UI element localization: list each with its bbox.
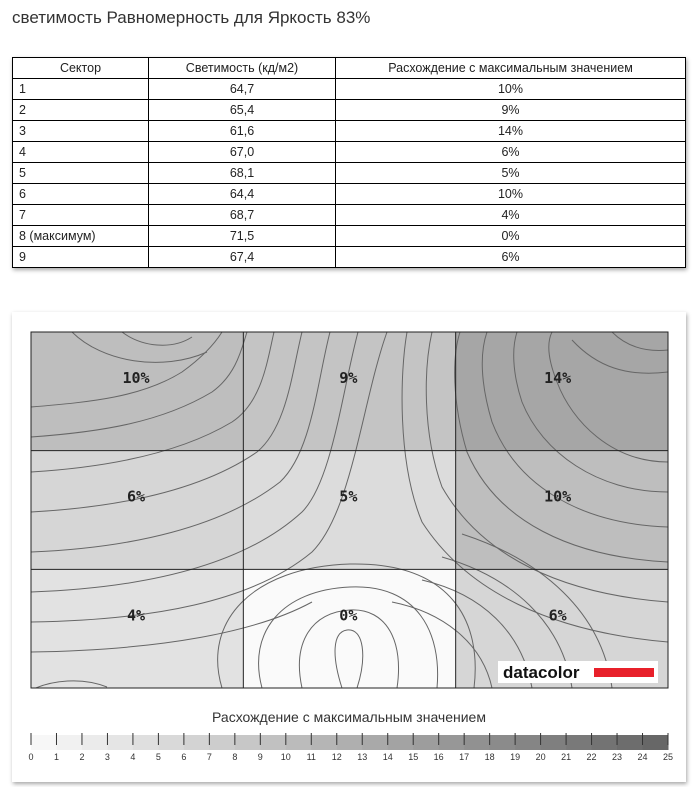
scale-segment [209,735,235,750]
scale-segment [515,735,541,750]
scale-tick-label: 13 [357,752,368,762]
scale-segment [388,735,414,750]
scale-tick-label: 25 [662,752,674,762]
scale-segment [133,735,159,750]
table-row [13,247,686,268]
scale-segment [617,735,643,750]
scale-tick-label: 5 [155,752,161,762]
scale-segment [286,735,312,750]
header-luminance: Светимость (кд/м2) [149,58,336,79]
uniformity-chart-container [12,312,686,782]
luminance-cell: 68,7 [149,205,336,226]
scale-segment [260,735,286,750]
luminance-cell: 65,4 [149,100,336,121]
scale-tick-label: 24 [637,752,648,762]
sector-cell: 1 [13,79,149,100]
table-row [13,121,686,142]
heatmap-cell [456,451,668,570]
scale-tick-label: 7 [206,752,212,762]
scale-tick-label: 1 [53,752,59,762]
scale-segment [541,735,567,750]
difference-cell: 5% [336,163,686,184]
scale-segment [592,735,618,750]
sector-label: 14% [544,369,572,387]
sector-cell: 7 [13,205,149,226]
scale-segment [464,735,490,750]
scale-segment [362,735,388,750]
scale-tick-label: 0 [28,752,34,762]
table-row [13,79,686,100]
scale-segment [643,735,669,750]
heatmap-cell [243,451,455,570]
luminance-cell: 67,0 [149,142,336,163]
scale-tick-label: 16 [433,752,444,762]
sector-cell: 5 [13,163,149,184]
scale-tick-label: 6 [181,752,187,762]
luminance-cell: 68,1 [149,163,336,184]
scale-segment [413,735,439,750]
table-row [13,100,686,121]
uniformity-heatmap [12,312,686,782]
scale-segment [311,735,337,750]
table-row [13,163,686,184]
header-difference: Расхождение с максимальным значением [336,58,686,79]
sector-label: 6% [126,487,146,506]
scale-tick-label: 11 [306,752,316,762]
scale-tick-label: 23 [612,752,623,762]
sector-label: 0% [339,606,358,625]
scale-segment [439,735,465,750]
scale-segment [82,735,108,750]
scale-tick-label: 15 [408,752,419,762]
scale-segment [337,735,363,750]
scale-bar [28,733,673,762]
scale-tick-label: 12 [331,752,342,762]
scale-tick-label: 8 [232,752,238,762]
scale-segment [158,735,184,750]
table-row [13,226,686,247]
scale-tick-label: 18 [484,752,495,762]
difference-cell: 9% [336,100,686,121]
scale-segment [56,735,82,750]
uniformity-table-container [12,57,686,268]
scale-segment [31,735,57,750]
datacolor-logo [498,661,658,683]
sector-label: 10% [544,487,572,506]
heatmap-cell [31,569,243,688]
scale-tick-label: 20 [535,752,546,762]
scale-tick-label: 19 [510,752,521,762]
scale-segment [184,735,210,750]
table-header-row [13,58,686,79]
sector-label: 10% [122,369,150,387]
scale-segment [107,735,133,750]
table-row [13,142,686,163]
luminance-cell: 64,7 [149,79,336,100]
scale-tick-label: 21 [561,752,572,762]
sector-label: 5% [339,487,358,506]
sector-cell: 4 [13,142,149,163]
scale-tick-label: 3 [104,752,110,762]
difference-cell: 14% [336,121,686,142]
sector-cell: 8 (максимум) [13,226,149,247]
scale-tick-label: 9 [257,752,263,762]
luminance-cell: 61,6 [149,121,336,142]
difference-cell: 4% [336,205,686,226]
luminance-cell: 64,4 [149,184,336,205]
sector-label: 4% [126,606,146,625]
luminance-cell: 67,4 [149,247,336,268]
scale-segment [566,735,592,750]
sector-cell: 2 [13,100,149,121]
table-row [13,184,686,205]
scale-segment [490,735,516,750]
brand-text: datacolor [503,663,580,682]
difference-cell: 10% [336,184,686,205]
scale-tick-label: 2 [79,752,85,762]
heatmap-cell [456,332,668,451]
luminance-cell: 71,5 [149,226,336,247]
scale-tick-label: 22 [586,752,597,762]
page-title: светимость Равномерность для Яркость 83% [12,8,371,27]
difference-cell: 6% [336,247,686,268]
scale-title: Расхождение с максимальным значением [212,709,486,725]
difference-cell: 10% [336,79,686,100]
difference-cell: 0% [336,226,686,247]
scale-tick-label: 10 [280,752,291,762]
table-row [13,205,686,226]
sector-cell: 9 [13,247,149,268]
scale-tick-label: 14 [382,752,393,762]
scale-tick-label: 17 [459,752,470,762]
sector-cell: 6 [13,184,149,205]
sector-label: 6% [548,606,567,625]
scale-segment [235,735,261,750]
brand-bar [594,668,654,677]
scale-tick-label: 4 [130,752,136,762]
sector-cell: 3 [13,121,149,142]
heatmap-cell [243,332,455,451]
difference-cell: 6% [336,142,686,163]
uniformity-table [12,57,686,268]
sector-label: 9% [339,369,358,387]
header-sector: Сектор [13,58,149,79]
